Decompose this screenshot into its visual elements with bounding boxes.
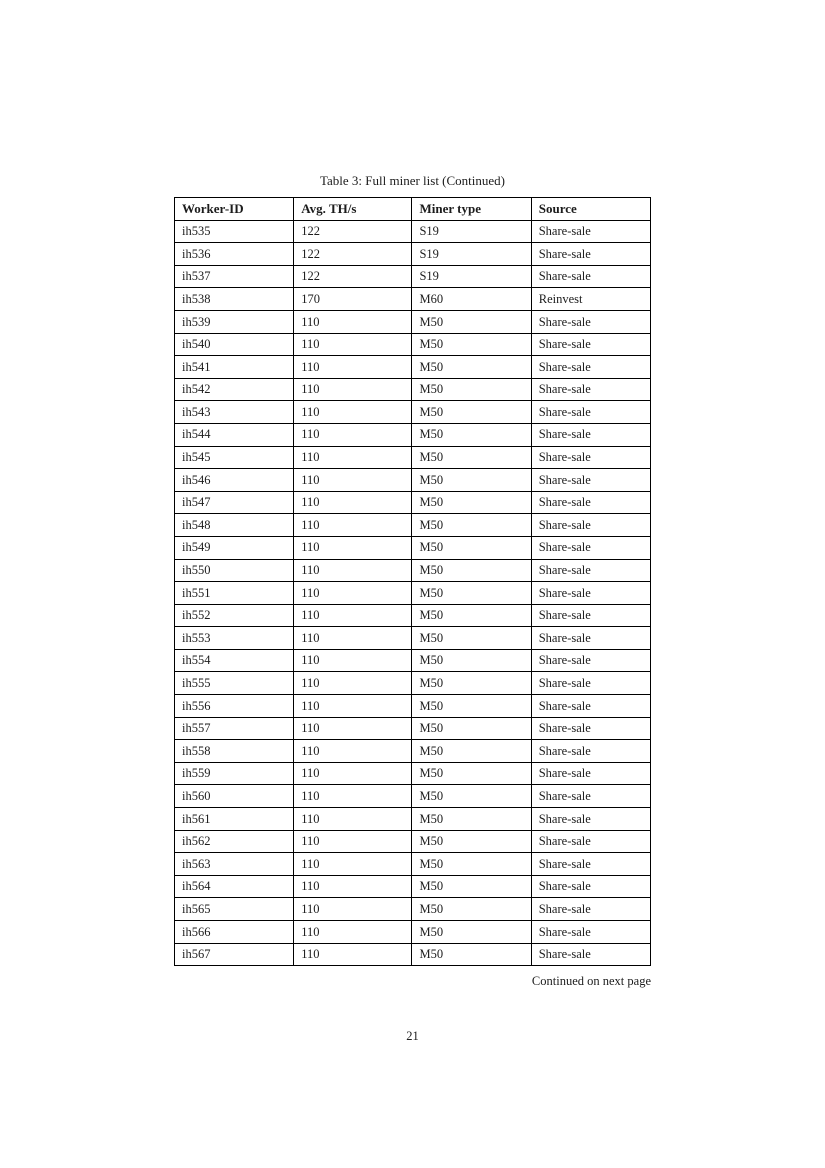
table-row (175, 695, 651, 718)
cell-miner-type: M50 (412, 469, 531, 492)
cell-source: Reinvest (531, 288, 650, 311)
cell-worker-id: ih542 (175, 378, 294, 401)
table-row (175, 921, 651, 944)
cell-worker-id: ih561 (175, 808, 294, 831)
table-row (175, 491, 651, 514)
cell-miner-type: M50 (412, 740, 531, 763)
table-caption: Table 3: Full miner list (Continued) (319, 173, 506, 188)
cell-source: Share-sale (531, 921, 650, 944)
cell-avg-ths: 110 (294, 717, 412, 740)
cell-source: Share-sale (531, 401, 650, 424)
cell-source: Share-sale (531, 943, 650, 966)
cell-miner-type: S19 (412, 243, 531, 266)
cell-worker-id: ih535 (175, 220, 294, 243)
table-header (175, 198, 651, 221)
cell-source: Share-sale (531, 785, 650, 808)
cell-source: Share-sale (531, 582, 650, 605)
cell-source: Share-sale (531, 808, 650, 831)
cell-avg-ths: 110 (294, 875, 412, 898)
column-header-worker-id: Worker-ID (175, 198, 294, 221)
cell-miner-type: M50 (412, 559, 531, 582)
cell-source: Share-sale (531, 604, 650, 627)
cell-avg-ths: 110 (294, 491, 412, 514)
cell-source: Share-sale (531, 627, 650, 650)
cell-source: Share-sale (531, 446, 650, 469)
cell-worker-id: ih554 (175, 649, 294, 672)
table-row (175, 808, 651, 831)
cell-avg-ths: 110 (294, 604, 412, 627)
page-number: 21 (406, 1029, 419, 1043)
cell-source: Share-sale (531, 265, 650, 288)
cell-miner-type: M50 (412, 604, 531, 627)
cell-source: Share-sale (531, 853, 650, 876)
cell-miner-type: M50 (412, 898, 531, 921)
cell-avg-ths: 110 (294, 627, 412, 650)
table-row (175, 672, 651, 695)
table-row (175, 830, 651, 853)
cell-avg-ths: 110 (294, 446, 412, 469)
cell-miner-type: M50 (412, 875, 531, 898)
table-row (175, 604, 651, 627)
cell-miner-type: M50 (412, 491, 531, 514)
cell-miner-type: M50 (412, 310, 531, 333)
cell-worker-id: ih538 (175, 288, 294, 311)
cell-avg-ths: 110 (294, 672, 412, 695)
cell-source: Share-sale (531, 898, 650, 921)
cell-avg-ths: 110 (294, 423, 412, 446)
cell-miner-type: M50 (412, 649, 531, 672)
table-row (175, 333, 651, 356)
cell-avg-ths: 122 (294, 243, 412, 266)
cell-source: Share-sale (531, 762, 650, 785)
table-row (175, 649, 651, 672)
table-row (175, 717, 651, 740)
cell-source: Share-sale (531, 378, 650, 401)
cell-miner-type: M50 (412, 785, 531, 808)
cell-source: Share-sale (531, 423, 650, 446)
cell-miner-type: M50 (412, 943, 531, 966)
table-row (175, 288, 651, 311)
cell-avg-ths: 110 (294, 469, 412, 492)
cell-miner-type: M50 (412, 536, 531, 559)
cell-avg-ths: 110 (294, 333, 412, 356)
table-row (175, 582, 651, 605)
cell-source: Share-sale (531, 491, 650, 514)
cell-source: Share-sale (531, 469, 650, 492)
cell-miner-type: M50 (412, 378, 531, 401)
cell-miner-type: S19 (412, 265, 531, 288)
cell-worker-id: ih536 (175, 243, 294, 266)
cell-miner-type: M50 (412, 762, 531, 785)
cell-avg-ths: 110 (294, 808, 412, 831)
table-row (175, 762, 651, 785)
table-row (175, 514, 651, 537)
cell-avg-ths: 110 (294, 762, 412, 785)
cell-worker-id: ih566 (175, 921, 294, 944)
cell-avg-ths: 122 (294, 220, 412, 243)
table-row (175, 423, 651, 446)
table-row (175, 310, 651, 333)
cell-worker-id: ih556 (175, 695, 294, 718)
cell-avg-ths: 110 (294, 921, 412, 944)
cell-avg-ths: 110 (294, 401, 412, 424)
table-row (175, 785, 651, 808)
cell-worker-id: ih548 (175, 514, 294, 537)
cell-miner-type: M50 (412, 627, 531, 650)
cell-worker-id: ih543 (175, 401, 294, 424)
cell-miner-type: M50 (412, 514, 531, 537)
cell-avg-ths: 110 (294, 943, 412, 966)
table-row (175, 220, 651, 243)
cell-worker-id: ih559 (175, 762, 294, 785)
table-row (175, 265, 651, 288)
cell-worker-id: ih553 (175, 627, 294, 650)
cell-source: Share-sale (531, 740, 650, 763)
cell-worker-id: ih544 (175, 423, 294, 446)
cell-avg-ths: 110 (294, 853, 412, 876)
cell-avg-ths: 110 (294, 559, 412, 582)
cell-source: Share-sale (531, 356, 650, 379)
cell-worker-id: ih545 (175, 446, 294, 469)
table-row (175, 378, 651, 401)
cell-worker-id: ih547 (175, 491, 294, 514)
table-row (175, 469, 651, 492)
cell-avg-ths: 170 (294, 288, 412, 311)
cell-avg-ths: 110 (294, 356, 412, 379)
cell-worker-id: ih562 (175, 830, 294, 853)
column-header-source: Source (531, 198, 650, 221)
cell-worker-id: ih564 (175, 875, 294, 898)
table-row (175, 446, 651, 469)
cell-source: Share-sale (531, 559, 650, 582)
cell-miner-type: M50 (412, 401, 531, 424)
cell-avg-ths: 110 (294, 514, 412, 537)
cell-worker-id: ih546 (175, 469, 294, 492)
cell-source: Share-sale (531, 333, 650, 356)
cell-worker-id: ih550 (175, 559, 294, 582)
table-row (175, 356, 651, 379)
cell-avg-ths: 110 (294, 536, 412, 559)
cell-source: Share-sale (531, 695, 650, 718)
cell-worker-id: ih541 (175, 356, 294, 379)
cell-worker-id: ih551 (175, 582, 294, 605)
cell-miner-type: M50 (412, 921, 531, 944)
cell-worker-id: ih567 (175, 943, 294, 966)
cell-worker-id: ih537 (175, 265, 294, 288)
cell-avg-ths: 110 (294, 695, 412, 718)
cell-worker-id: ih552 (175, 604, 294, 627)
cell-avg-ths: 110 (294, 649, 412, 672)
cell-avg-ths: 110 (294, 785, 412, 808)
cell-avg-ths: 110 (294, 830, 412, 853)
cell-miner-type: M50 (412, 830, 531, 853)
cell-source: Share-sale (531, 672, 650, 695)
cell-source: Share-sale (531, 830, 650, 853)
table-row (175, 853, 651, 876)
table-row (175, 243, 651, 266)
table-row (175, 627, 651, 650)
cell-miner-type: M50 (412, 853, 531, 876)
column-header-avg-ths: Avg. TH/s (294, 198, 412, 221)
table-row (175, 943, 651, 966)
table-body (175, 220, 651, 966)
cell-avg-ths: 110 (294, 898, 412, 921)
cell-miner-type: M50 (412, 672, 531, 695)
cell-miner-type: M50 (412, 717, 531, 740)
header-row (175, 198, 651, 221)
cell-worker-id: ih539 (175, 310, 294, 333)
cell-avg-ths: 110 (294, 740, 412, 763)
cell-miner-type: M50 (412, 695, 531, 718)
cell-worker-id: ih540 (175, 333, 294, 356)
cell-source: Share-sale (531, 875, 650, 898)
continued-note: Continued on next page (531, 974, 651, 988)
cell-miner-type: M50 (412, 808, 531, 831)
table-row (175, 898, 651, 921)
cell-avg-ths: 110 (294, 310, 412, 333)
table-row (175, 740, 651, 763)
cell-source: Share-sale (531, 310, 650, 333)
table-row (175, 401, 651, 424)
column-header-miner-type: Miner type (412, 198, 531, 221)
cell-miner-type: M50 (412, 333, 531, 356)
cell-source: Share-sale (531, 514, 650, 537)
cell-avg-ths: 110 (294, 582, 412, 605)
cell-miner-type: M50 (412, 423, 531, 446)
cell-source: Share-sale (531, 649, 650, 672)
table-row (175, 559, 651, 582)
cell-source: Share-sale (531, 536, 650, 559)
cell-avg-ths: 122 (294, 265, 412, 288)
cell-source: Share-sale (531, 243, 650, 266)
table-row (175, 875, 651, 898)
cell-worker-id: ih549 (175, 536, 294, 559)
cell-miner-type: M50 (412, 356, 531, 379)
cell-miner-type: M50 (412, 582, 531, 605)
cell-worker-id: ih560 (175, 785, 294, 808)
cell-worker-id: ih565 (175, 898, 294, 921)
cell-miner-type: S19 (412, 220, 531, 243)
cell-worker-id: ih557 (175, 717, 294, 740)
cell-worker-id: ih558 (175, 740, 294, 763)
cell-miner-type: M60 (412, 288, 531, 311)
cell-source: Share-sale (531, 717, 650, 740)
miner-table (174, 197, 651, 966)
cell-miner-type: M50 (412, 446, 531, 469)
cell-worker-id: ih555 (175, 672, 294, 695)
table-row (175, 536, 651, 559)
cell-worker-id: ih563 (175, 853, 294, 876)
cell-avg-ths: 110 (294, 378, 412, 401)
cell-source: Share-sale (531, 220, 650, 243)
